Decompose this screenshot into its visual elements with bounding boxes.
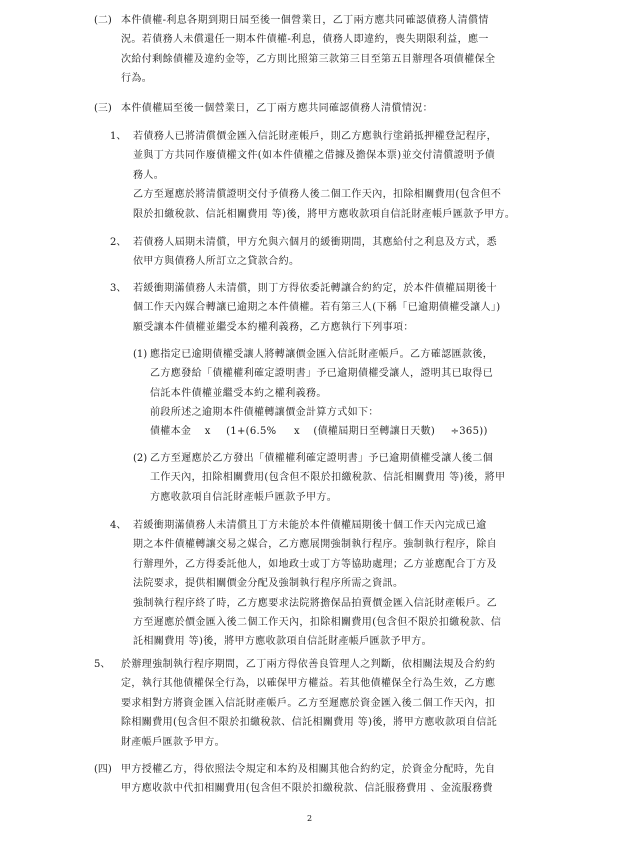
- text-line: 次給付剩餘債權及違約金等，乙方則比照第三款第三目至第五目辦理各項債權保全: [121, 53, 496, 65]
- section-4-paragraph: [121, 760, 495, 799]
- item-2-paragraph: [133, 233, 497, 272]
- item-4-marker: 4、: [110, 520, 127, 531]
- text-line: 託相關費用 等)後，將甲方應收款項自信託財產帳戶匯款予甲方。: [133, 636, 433, 648]
- text-line: 乙方至遲應於將清償證明交付予債務人後二個工作天內，扣除相關費用(包含但不: [133, 189, 502, 201]
- text-line: 本件債權屆至後一個營業日，乙丁兩方應共同確認債務人清償情況：: [121, 103, 433, 114]
- text-line: 前段所述之逾期本件債權轉讓價金計算方式如下：: [150, 407, 379, 419]
- price-formula: [150, 422, 488, 441]
- text-line: 若債務人屆期未清償，甲方允與六個月的緩衝期間，其應給付之利息及方式，悉: [133, 237, 497, 248]
- item-3-marker: 3、: [110, 283, 127, 294]
- item-4-paragraph: [133, 516, 501, 652]
- text-line: 若緩衝期滿債務人未清償，則丁方得依委託轉讓合約約定，於本件債權屆期後十: [133, 283, 497, 294]
- text-line: 個工作天內媒合轉讓已逾期之本件債權。若有第三人(下稱「已逾期債權受讓人」): [133, 302, 501, 314]
- sub-item-2-paragraph: [150, 449, 505, 507]
- formula-divisor: ÷365)): [450, 426, 488, 437]
- text-line: 甲方授權乙方，得依照法令規定和本約及相關其他合約約定，於資金分配時，先自: [121, 764, 496, 775]
- text-line: 依甲方與債務人所訂立之貸款合約。: [133, 256, 300, 268]
- text-line: 行為。: [121, 73, 153, 85]
- section-4-marker: (四): [94, 764, 112, 775]
- text-line: 本件債權-利息各期到期日屆至後一個營業日，乙丁兩方應共同確認債務人清償情: [121, 15, 489, 26]
- text-line: 財產帳戶匯款予甲方。: [121, 736, 225, 748]
- section-3-paragraph: [121, 99, 433, 118]
- section-3-marker: (三): [94, 103, 112, 114]
- item-1-paragraph: [133, 127, 515, 224]
- text-line: 乙方應發給「債權權利確定證明書」予已逾期債權受讓人，證明其已取得已: [150, 368, 494, 380]
- text-line: 要求相對方將資金匯入信託財產帳戶。乙方至遲應於資金匯入後二個工作天內，扣: [121, 697, 496, 709]
- item-5-paragraph: [121, 655, 497, 752]
- text-line: 除相關費用(包含但不限於扣繳稅款、信託相關費用 等)後，將甲方應收款項自信託: [121, 717, 498, 729]
- formula-principal: 債權本金: [150, 426, 192, 437]
- text-line: 若債務人已將清償價金匯入信託財產帳戶，則乙方應執行塗銷抵押權登記程序，: [133, 131, 497, 142]
- text-line: 工作天內，扣除相關費用(包含但不限於扣繳稅款、信託相關費用 等)後，將甲: [150, 472, 506, 484]
- formula-days: (債權屆期日至轉讓日天數): [313, 426, 436, 437]
- item-5-marker: 5、: [94, 659, 111, 670]
- text-line: 行辦理外，乙方得委託他人，如地政士或丁方等協助處理；乙方並應配合丁方及: [133, 558, 497, 570]
- text-line: 應指定已逾期債權受讓人將轉讓價金匯入信託財產帳戶。乙方確認匯款後，: [150, 349, 494, 360]
- sub-item-2-marker: (2): [133, 453, 148, 464]
- text-line: 況。若債務人未償還任一期本件債權-利息，債務人即違約，喪失期限利益，應一: [121, 34, 489, 46]
- text-line: 方至遲應於價金匯入後二個工作天內，扣除相關費用(包含但不限於扣繳稅款、信: [133, 617, 502, 629]
- text-line: 強制執行程序終了時，乙方應要求法院將擔保品拍賣價金匯入信託財產帳戶。乙: [133, 597, 497, 609]
- text-line: 並與丁方共同作廢債權文件(如本件債權之借據及擔保本票)並交付清償證明予債: [133, 150, 496, 162]
- formula-rate: (1+(6.5%: [226, 426, 277, 437]
- text-line: 於辦理強制執行程序期間，乙丁兩方得依善良管理人之判斷，依相關法規及合約約: [121, 659, 496, 670]
- item-1-marker: 1、: [110, 131, 127, 142]
- text-line: 務人。: [133, 169, 165, 181]
- text-line: 願受讓本件債權並繼受本約權利義務，乙方應執行下列事項：: [133, 321, 414, 333]
- section-2-paragraph: [121, 11, 495, 89]
- text-line: 法院要求，提供相關價金分配及強制執行程序所需之資訊。: [133, 578, 404, 590]
- sub-item-1-paragraph: [150, 345, 493, 423]
- text-line: 期之本件債權轉讓交易之媒合，乙方應展開強制執行程序。強制執行程序，除自: [133, 539, 497, 551]
- text-line: 限於扣繳稅款、信託相關費用 等)後，將甲方應收款項自信託財產帳戶匯款予甲方。: [133, 208, 516, 220]
- text-line: 方應收款項自信託財產帳戶匯款予甲方。: [150, 491, 338, 503]
- sub-item-1-marker: (1): [133, 349, 148, 360]
- text-line: 定，執行其他債權保全行為，以確保甲方權益。若其他債權保全行為生效，乙方應: [121, 678, 496, 690]
- formula-times: x: [204, 426, 211, 437]
- text-line: 信託本件債權並繼受本約之權利義務。: [150, 387, 327, 399]
- formula-times: x: [293, 426, 300, 437]
- text-line: 若緩衝期滿債務人未清償且丁方未能於本件債權屆期後十個工作天內完成已逾: [133, 520, 487, 531]
- text-line: 甲方應收款中代扣相關費用(包含但不限於扣繳稅款、信託服務費用 、金流服務費: [121, 783, 493, 795]
- item-2-marker: 2、: [110, 237, 127, 248]
- text-line: 乙方至遲應於乙方發出「債權權利確定證明書」予已逾期債權受讓人後二個: [150, 453, 494, 464]
- section-2-marker: (二): [94, 15, 112, 26]
- item-3-paragraph: [133, 279, 501, 337]
- page-number: 2: [306, 814, 313, 823]
